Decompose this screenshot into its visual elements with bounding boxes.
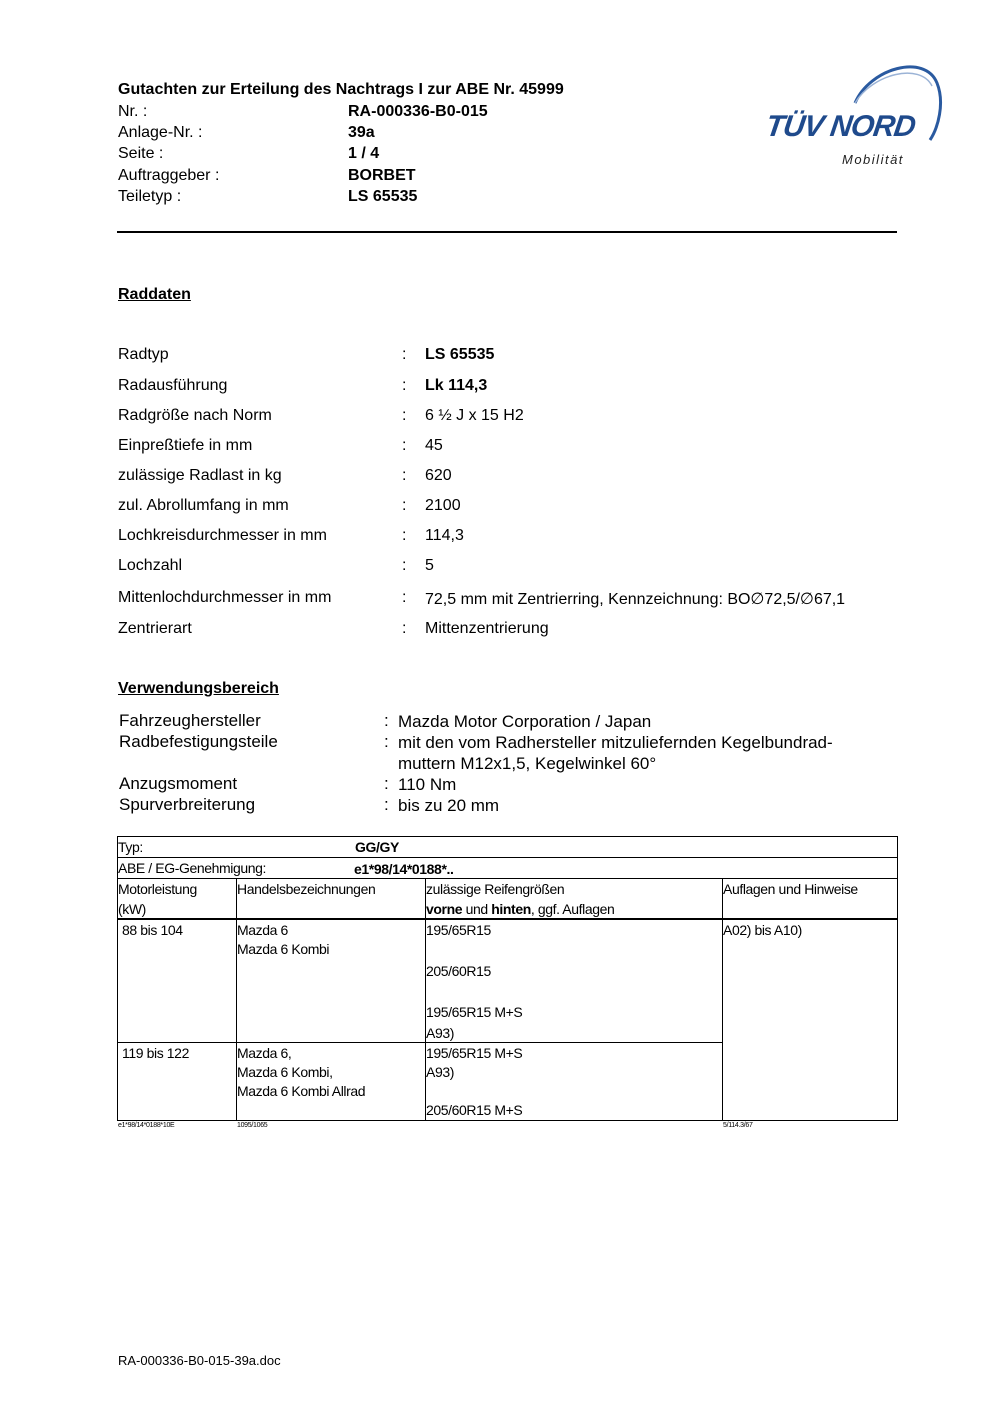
section-title-raddaten: Raddaten (118, 286, 191, 303)
row-name: Mazda 6 Kombi (237, 941, 330, 957)
wheel-data-value: 45 (425, 437, 443, 454)
wheel-data-row (118, 346, 908, 370)
wheel-data-label: Zentrierart (118, 620, 192, 637)
header-auflagen: Auflagen und Hinweise (723, 881, 858, 897)
wheel-data-label: Radausführung (118, 377, 228, 394)
colon: : (402, 497, 407, 514)
header-value: RA-000336-B0-015 (348, 103, 488, 120)
row-tyre: 205/60R15 M+S (426, 1102, 523, 1118)
colon: : (402, 346, 407, 363)
wheel-data-label: zulässige Radlast in kg (118, 467, 282, 484)
colon: : (384, 711, 389, 730)
typ-label: Typ: (118, 839, 143, 855)
wheel-data-value: Lk 114,3 (425, 377, 488, 394)
wheel-data-row (118, 589, 908, 613)
header-reifen-detail (426, 899, 614, 919)
footnote-pcd: 5/114.3/67 (723, 1122, 753, 1129)
wheel-data-row (118, 557, 908, 581)
header-divider (117, 231, 897, 233)
header-motor-unit: (kW) (118, 901, 146, 917)
row-name: Mazda 6, (237, 1045, 292, 1061)
header-label: Anlage-Nr. : (118, 124, 203, 141)
wheel-data-value: 2100 (425, 497, 461, 514)
usage-value: 110 Nm (398, 775, 457, 794)
row-auflagen: A02) bis A10) (723, 922, 802, 938)
table-border (117, 836, 898, 837)
footer-filename: RA-000336-B0-015-39a.doc (118, 1353, 281, 1368)
header-und: und (462, 901, 492, 917)
wheel-data-label: Lochzahl (118, 557, 183, 574)
typ-value: GG/GY (355, 839, 399, 855)
row-motor: 88 bis 104 (122, 922, 183, 938)
colon: : (402, 620, 407, 637)
abe-label: ABE / EG-Genehmigung: (118, 860, 267, 876)
vehicle-table (117, 836, 898, 1121)
usage-label: Spurverbreiterung (119, 795, 256, 814)
header-label: Seite : (118, 145, 164, 162)
wheel-data-value: 620 (425, 467, 452, 484)
usage-value: mit den vom Radhersteller mitzuliefernden Kegelbundrad- (398, 733, 833, 752)
header-rest: , ggf. Auflagen (530, 901, 615, 917)
table-column-rule (722, 878, 723, 1121)
table-rule (117, 1042, 723, 1043)
header-label: Teiletyp : (118, 188, 182, 205)
document-title: Gutachten zur Erteilung des Nachtrags I zur ABE Nr. 45999 (118, 81, 564, 98)
footnote-code: 1095/1065 (237, 1122, 268, 1129)
wheel-data-label: zul. Abrollumfang in mm (118, 497, 289, 514)
logo-wordmark: TÜV NORD (763, 110, 918, 143)
colon: : (384, 732, 389, 751)
wheel-data-row (118, 497, 908, 521)
wheel-data-label: Radgröße nach Norm (118, 407, 272, 424)
wheel-data-value: 5 (425, 557, 434, 574)
wheel-data-row (118, 620, 908, 644)
row-name: Mazda 6 Kombi Allrad (237, 1083, 366, 1099)
row-tyre: 195/65R15 M+S (426, 1004, 523, 1020)
header-front: vorne (426, 901, 463, 917)
abe-value: e1*98/14*0188*.. (354, 861, 454, 877)
header-motor: Motorleistung (118, 881, 197, 897)
wheel-data-value: 72,5 mm mit Zentrierring, Kennzeichnung: BO∅72,5/∅67,1 (425, 591, 846, 608)
wheel-data-value: LS 65535 (425, 346, 495, 363)
section-title-verwendungsbereich: Verwendungsbereich (118, 680, 279, 697)
wheel-data-value: 6 ½ J x 15 H2 (425, 407, 524, 424)
usage-value: Mazda Motor Corporation / Japan (398, 712, 652, 731)
usage-label: Radbefestigungsteile (119, 732, 278, 751)
header-value: 39a (348, 124, 375, 141)
header-label: Nr. : (118, 103, 148, 120)
colon: : (402, 377, 407, 394)
colon: : (384, 774, 389, 793)
row-tyre: 195/65R15 (426, 922, 491, 938)
footnote-approval: e1*98/14*0188*10E (118, 1122, 175, 1129)
tuev-nord-logo (760, 58, 950, 173)
usage-value: muttern M12x1,5, Kegelwinkel 60° (398, 754, 657, 773)
wheel-data-label: Einpreßtiefe in mm (118, 437, 253, 454)
header-value: LS 65535 (348, 188, 418, 205)
row-name: Mazda 6 Kombi, (237, 1064, 333, 1080)
row-tyre: 195/65R15 M+S (426, 1045, 523, 1061)
colon: : (402, 589, 407, 606)
header-handel: Handelsbezeichnungen (237, 881, 376, 897)
colon: : (402, 527, 407, 544)
wheel-data-row (118, 437, 908, 461)
header-value: 1 / 4 (348, 145, 380, 162)
colon: : (402, 437, 407, 454)
row-tyre: 205/60R15 (426, 963, 491, 979)
wheel-data-label: Radtyp (118, 346, 169, 363)
row-tyre: A93) (426, 1064, 454, 1080)
wheel-data-row (118, 407, 908, 431)
colon: : (384, 795, 389, 814)
header-value: BORBET (348, 167, 416, 184)
usage-label: Anzugsmoment (119, 774, 238, 793)
header-back: hinten (491, 901, 531, 917)
colon: : (402, 407, 407, 424)
row-name: Mazda 6 (237, 922, 288, 938)
header-label: Auftraggeber : (118, 167, 220, 184)
row-motor: 119 bis 122 (122, 1045, 189, 1061)
row-tyre: A93) (426, 1025, 454, 1041)
colon: : (402, 467, 407, 484)
table-border (117, 1120, 898, 1121)
usage-value: bis zu 20 mm (398, 796, 500, 815)
wheel-data-row (118, 527, 908, 551)
wheel-data-label: Mittenlochdurchmesser in mm (118, 589, 332, 606)
colon: : (402, 557, 407, 574)
wheel-data-value: Mittenzentrierung (425, 620, 549, 637)
wheel-data-label: Lochkreisdurchmesser in mm (118, 527, 327, 544)
wheel-data-value: 114,3 (425, 527, 464, 544)
usage-label: Fahrzeughersteller (119, 711, 261, 730)
logo-subtitle: Mobilität (842, 152, 904, 167)
header-reifen: zulässige Reifengrößen (426, 881, 565, 897)
wheel-data-row (118, 467, 908, 491)
wheel-data-row (118, 377, 908, 401)
